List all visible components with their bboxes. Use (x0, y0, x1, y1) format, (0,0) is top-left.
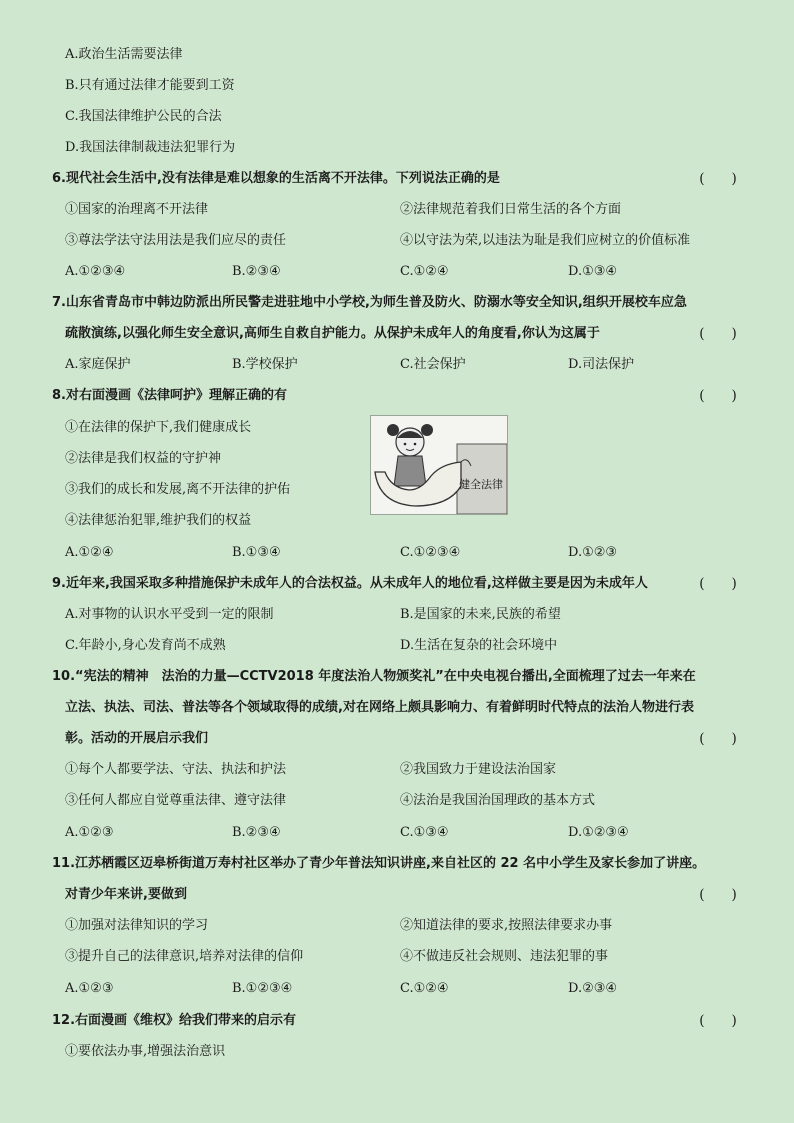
q12-number: 12. (52, 1013, 76, 1028)
q7-number: 7. (52, 295, 66, 310)
q10-option-c: C.①③④ (400, 825, 449, 840)
q8-option-a: A.①②④ (65, 545, 114, 560)
q11-option-c: C.①②④ (400, 981, 449, 996)
q10-option-b: B.②③④ (232, 825, 281, 840)
q7-option-d: D.司法保护 (568, 357, 635, 372)
q9-answer-bracket: ( ) (699, 576, 737, 592)
q10-options (0, 820, 794, 846)
q9-option-d: D.生活在复杂的社会环境中 (400, 638, 558, 653)
q7-stem-line1: 7.山东省青岛市中韩边防派出所民警走进驻地中小学校,为师生普及防火、防溺水等安全知识,组织开展校车应急 (52, 295, 687, 310)
q10-item-4: ④法治是我国治国理政的基本方式 (400, 793, 596, 808)
q10-item-3: ③任何人都应自觉尊重法律、遵守法律 (65, 793, 287, 808)
q8-number: 8. (52, 388, 66, 403)
q8-option-d: D.①②③ (568, 545, 618, 560)
q9-options-row1 (0, 602, 794, 628)
q11-item-1: ①加强对法律知识的学习 (65, 918, 209, 933)
q7-options (0, 352, 794, 378)
q5-option-c: C.我国法律维护公民的合法 (65, 109, 222, 124)
q10-item-1: ①每个人都要学法、守法、执法和护法 (65, 762, 287, 777)
q6-answer-bracket: ( ) (699, 171, 737, 187)
q10-stem-line1: 10.“宪法的精神 法治的力量—CCTV2018 年度法治人物颁奖礼”在中央电视台播出,全面梳理了过去一年来在 (52, 669, 696, 684)
q8-item-2: ②法律是我们权益的守护神 (65, 451, 222, 466)
q11-item-2: ②知道法律的要求,按照法律要求办事 (400, 918, 613, 933)
q12-stem: 12.右面漫画《维权》给我们带来的启示有 ( ) (0, 1008, 794, 1034)
q6-option-d: D.①③④ (568, 264, 618, 279)
q10-option-a: A.①②③ (65, 825, 114, 840)
q10-stem-line2: 立法、执法、司法、普法等各个领域取得的成绩,对在网络上颇具影响力、有着鲜明时代特点的法治人物进行表 (65, 700, 694, 715)
q8-item-4: ④法律惩治犯罪,维护我们的权益 (65, 513, 252, 528)
q6-item-1: ①国家的治理离不开法律 (65, 202, 209, 217)
q12-item-row1 (0, 1039, 794, 1065)
q7-option-c: C.社会保护 (400, 357, 466, 372)
q6-option-b: B.②③④ (232, 264, 281, 279)
q10-number: 10. (52, 669, 76, 684)
q8-item-3: ③我们的成长和发展,离不开法律的护佑 (65, 482, 291, 497)
q7-answer-bracket: ( ) (699, 326, 737, 342)
q6-option-c: C.①②④ (400, 264, 449, 279)
q9-option-b: B.是国家的未来,民族的希望 (400, 607, 561, 622)
q12-answer-bracket: ( ) (699, 1013, 737, 1029)
q12-item-1: ①要依法办事,增强法治意识 (65, 1044, 226, 1059)
q6-number: 6. (52, 171, 66, 186)
q10-stem-line3: 彰。活动的开展启示我们 ( ) (0, 726, 794, 752)
q6-item-3: ③尊法学法守法用法是我们应尽的责任 (65, 233, 287, 248)
q5-option-b: B.只有通过法律才能要到工资 (65, 78, 235, 93)
cartoon-illustration (371, 416, 507, 514)
q11-stem-line2: 对青少年来讲,要做到 ( ) (0, 882, 794, 908)
q9-stem: 9.近年来,我国采取多种措施保护未成年人的合法权益。从未成年人的地位看,这样做主要是因为未成年人 ( ) (0, 571, 794, 597)
q7-option-b: B.学校保护 (232, 357, 298, 372)
q7-stem-line2: 疏散演练,以强化师生安全意识,高师生自救自护能力。从保护未成年人的角度看,你认为这属于 ( ) (0, 321, 794, 347)
q8-option-c: C.①②③④ (400, 545, 461, 560)
q11-item-4: ④不做违反社会规则、违法犯罪的事 (400, 949, 609, 964)
q6-item-4: ④以守法为荣,以违法为耻是我们应树立的价值标准 (400, 233, 691, 248)
q5-option-d: D.我国法律制裁违法犯罪行为 (65, 140, 236, 155)
q11-answer-bracket: ( ) (699, 887, 737, 903)
q6-items-row1 (0, 197, 794, 223)
q11-items-row2 (0, 944, 794, 970)
q8-stem: 8.对右面漫画《法律呵护》理解正确的有 ( ) (0, 383, 794, 409)
q11-items-row1 (0, 913, 794, 939)
q11-item-3: ③提升自己的法律意识,培养对法律的信仰 (65, 949, 304, 964)
q11-number: 11. (52, 856, 76, 871)
q10-items-row1 (0, 757, 794, 783)
q8-option-b: B.①③④ (232, 545, 281, 560)
cartoon-label: 健全法律 (459, 478, 503, 491)
q9-number: 9. (52, 576, 66, 591)
q8-answer-bracket: ( ) (699, 388, 737, 404)
q6-item-2: ②法律规范着我们日常生活的各个方面 (400, 202, 622, 217)
q10-items-row2 (0, 788, 794, 814)
q11-option-b: B.①②③④ (232, 981, 293, 996)
q5-option-a: A.政治生活需要法律 (65, 47, 183, 62)
q9-options-row2 (0, 633, 794, 659)
q8-item-1: ①在法律的保护下,我们健康成长 (65, 420, 252, 435)
q10-answer-bracket: ( ) (699, 731, 737, 747)
q9-option-a: A.对事物的认识水平受到一定的限制 (65, 607, 274, 622)
q6-option-a: A.①②③④ (65, 264, 126, 279)
q10-option-d: D.①②③④ (568, 825, 629, 840)
q11-stem-line1: 11.江苏栖霞区迈皋桥街道万寿村社区举办了青少年普法知识讲座,来自社区的 22 名中小学生及家长参加了讲座。 (52, 856, 706, 871)
q6-items-row2 (0, 228, 794, 254)
cartoon-legal-protection (370, 415, 508, 515)
q11-option-a: A.①②③ (65, 981, 114, 996)
q6-options (0, 259, 794, 285)
q7-option-a: A.家庭保护 (65, 357, 131, 372)
q11-options (0, 976, 794, 1002)
q11-option-d: D.②③④ (568, 981, 618, 996)
q8-options (0, 540, 794, 566)
q10-item-2: ②我国致力于建设法治国家 (400, 762, 557, 777)
q6-stem: 6.现代社会生活中,没有法律是难以想象的生活离不开法律。下列说法正确的是 ( ) (0, 166, 794, 192)
q9-option-c: C.年龄小,身心发育尚不成熟 (65, 638, 226, 653)
